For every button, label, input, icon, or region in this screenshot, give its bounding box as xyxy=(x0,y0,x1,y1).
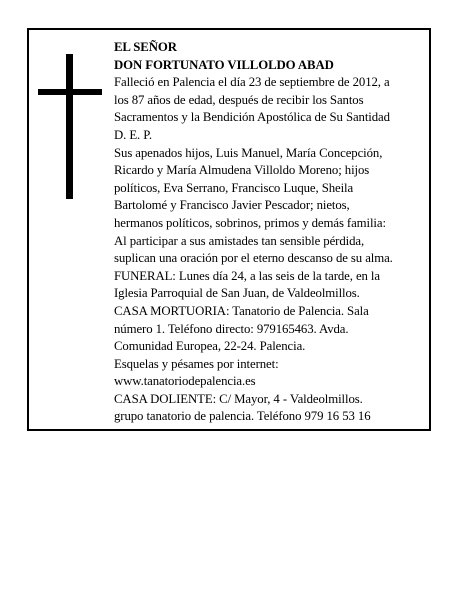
death-details-line: Sacramentos y la Bendición Apostólica de Su Santidad xyxy=(114,110,390,125)
contact-line: grupo tanatorio de palencia. Teléfono 979 16 53 16 xyxy=(114,409,371,424)
funeral-line: Iglesia Parroquial de San Juan, de Valdeolmillos. xyxy=(114,286,360,301)
cross-vertical-bar xyxy=(66,54,73,199)
notice-title-line: EL SEÑOR xyxy=(114,40,177,54)
death-details-line: Falleció en Palencia el día 23 de septiembre de 2012, a xyxy=(114,75,390,90)
funeral-line: FUNERAL: Lunes día 24, a las seis de la tarde, en la xyxy=(114,268,380,283)
internet-condolences-line: Esquelas y pésames por internet: xyxy=(114,356,279,371)
family-line: hermanos políticos, sobrinos, primos y demás familia: xyxy=(114,215,386,230)
family-line: Ricardo y María Almudena Villoldo Moreno; hijos xyxy=(114,163,370,178)
funeral-home-line: Comunidad Europea, 22-24. Palencia. xyxy=(114,339,306,354)
funeral-home-line: número 1. Teléfono directo: 979165463. Avda. xyxy=(114,321,349,336)
cross-horizontal-bar xyxy=(38,89,102,95)
website-line: www.tanatoriodepalencia.es xyxy=(114,374,256,389)
rip-line: D. E. P. xyxy=(114,127,152,142)
family-line: Sus apenados hijos, Luis Manuel, María Concepción, xyxy=(114,145,383,160)
prayer-request-line: suplican una oración por el eterno descanso de su alma. xyxy=(114,251,393,266)
cross-icon xyxy=(38,54,102,199)
funeral-home-line: CASA MORTUORIA: Tanatorio de Palencia. Sala xyxy=(114,303,369,318)
obituary-text xyxy=(114,39,429,426)
death-details-line: los 87 años de edad, después de recibir los Santos xyxy=(114,92,364,107)
family-line: políticos, Eva Serrano, Francisco Luque, Sheila xyxy=(114,180,354,195)
family-home-line: CASA DOLIENTE: C/ Mayor, 4 - Valdeolmillos. xyxy=(114,391,363,406)
deceased-name: DON FORTUNATO VILLOLDO ABAD xyxy=(114,57,334,72)
prayer-request-line: Al participar a sus amistades tan sensible pérdida, xyxy=(114,233,365,248)
family-line: Bartolomé y Francisco Javier Pescador; nietos, xyxy=(114,198,350,213)
